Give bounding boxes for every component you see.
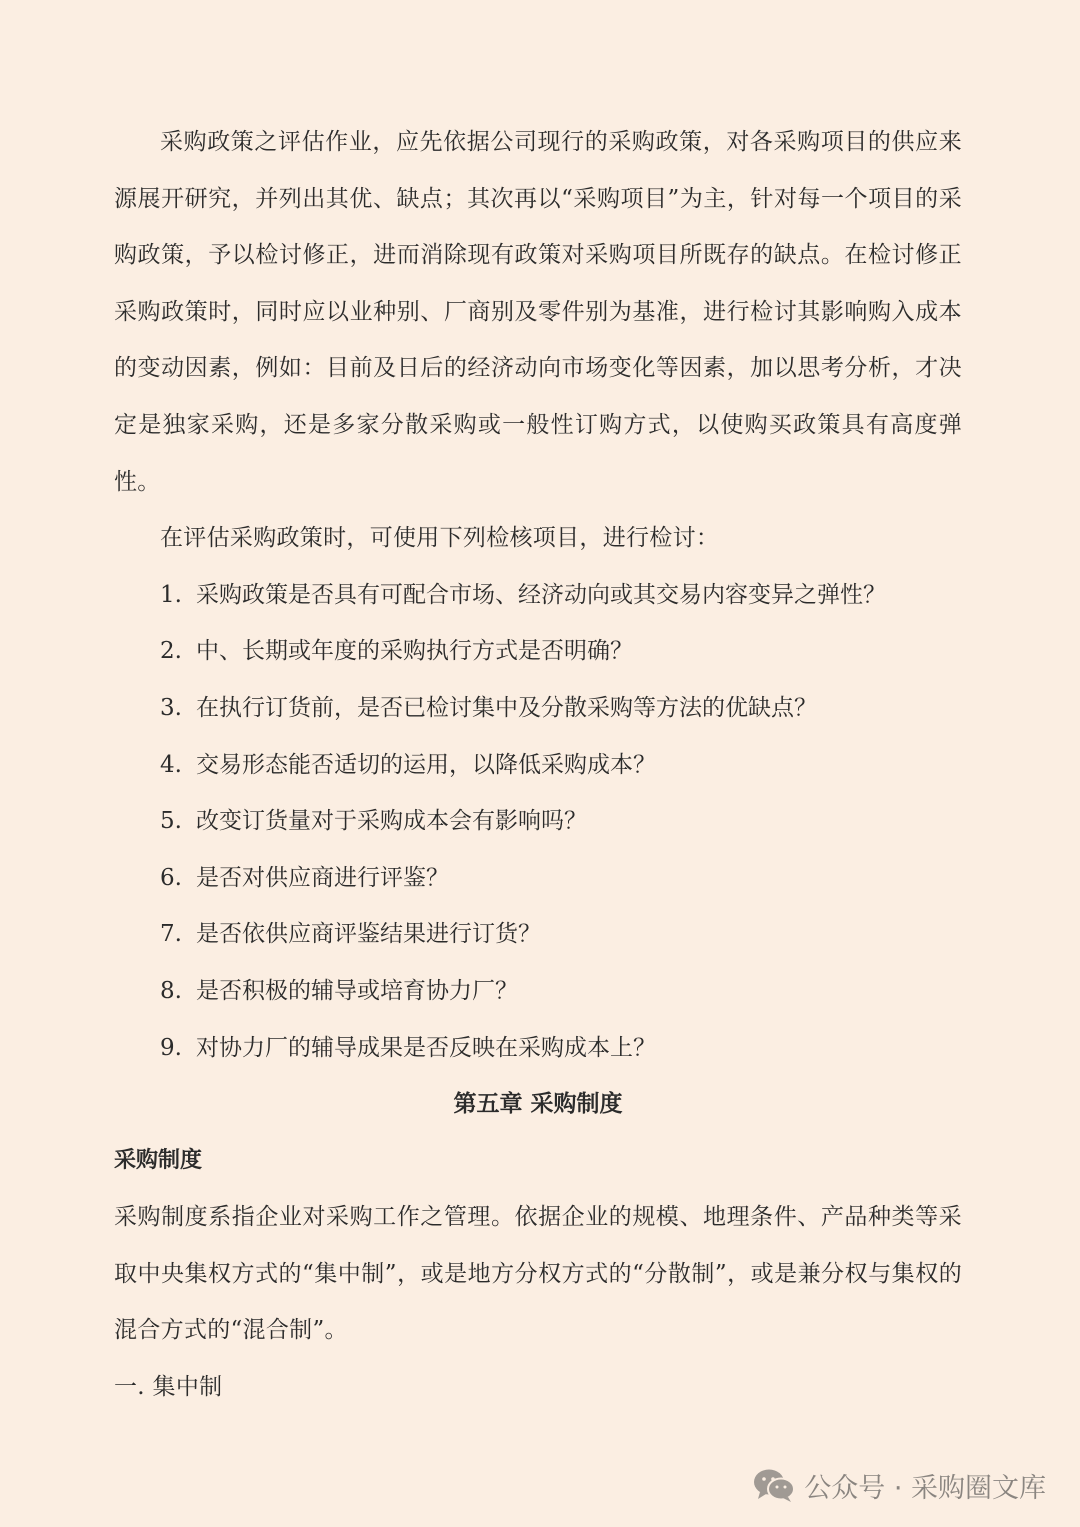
paragraph-policy-evaluation: 采购政策之评估作业，应先依据公司现行的采购政策，对各采购项目的供应来源展开研究，并列出其优、缺点；其次再以“采购项目”为主，针对每一个项目的采购政策，予以检讨修正，进而消除现有政策对采购项目所既存的缺点。在检讨修正采购政策时，同时应以业种别、厂商别及零件别为基准，进行检讨其影响购入成本的变动因素，例如：目前及日后的经济动向市场变化等因素，加以思考分析，才决定是独家采购，还是多家分散采购或一般性订购方式，以使购买政策具有高度弹性。	[114, 129, 962, 495]
list-text: 交易形态能否适切的运用，以降低采购成本？	[196, 751, 656, 778]
list-text: 是否对供应商进行评鉴？	[196, 864, 449, 891]
paragraph-procurement-system: 采购制度系指企业对采购工作之管理。依据企业的规模、地理条件、产品种类等采取中央集权方式的“集中制”，或是地方分权方式的“分散制”，或是兼分权与集权的混合方式的“混合制”。	[114, 1204, 962, 1344]
list-number: 4.	[160, 751, 182, 778]
list-item	[114, 793, 962, 850]
list-text: 是否依供应商评鉴结果进行订货？	[196, 921, 541, 948]
list-text: 采购政策是否具有可配合市场、经济动向或其交易内容变异之弹性？	[196, 581, 886, 608]
watermark-text: 公众号 · 采购圈文库	[804, 1472, 1046, 1504]
list-text: 中、长期或年度的采购执行方式是否明确？	[196, 638, 633, 665]
list-number: 5.	[160, 808, 182, 835]
paragraph-checklist-intro: 在评估采购政策时，可使用下列检核项目，进行检讨：	[160, 525, 720, 552]
list-item	[114, 623, 962, 680]
list-item	[114, 850, 962, 907]
checklist	[114, 567, 962, 1076]
list-item	[114, 1020, 962, 1077]
list-number: 9.	[160, 1034, 182, 1061]
list-text: 改变订货量对于采购成本会有影响吗？	[196, 808, 587, 835]
list-number: 7.	[160, 921, 182, 948]
list-item	[114, 906, 962, 963]
document-page	[114, 114, 962, 1416]
list-number: 2.	[160, 638, 182, 665]
list-number: 1.	[160, 581, 182, 608]
list-item	[114, 567, 962, 624]
list-item	[114, 737, 962, 794]
list-number: 8.	[160, 977, 182, 1004]
wechat-icon	[752, 1467, 796, 1503]
list-text: 在执行订货前，是否已检讨集中及分散采购等方法的优缺点？	[196, 694, 817, 721]
list-text: 对协力厂的辅导成果是否反映在采购成本上？	[196, 1034, 656, 1061]
list-number: 6.	[160, 864, 182, 891]
list-number: 3.	[160, 694, 182, 721]
subheading-centralized: 一. 集中制	[114, 1374, 223, 1401]
section-title: 采购制度	[114, 1147, 203, 1173]
list-item	[114, 680, 962, 737]
chapter-title: 第五章 采购制度	[453, 1091, 623, 1118]
watermark	[752, 1460, 1046, 1510]
list-text: 是否积极的辅导或培育协力厂？	[196, 977, 518, 1004]
list-item	[114, 963, 962, 1020]
